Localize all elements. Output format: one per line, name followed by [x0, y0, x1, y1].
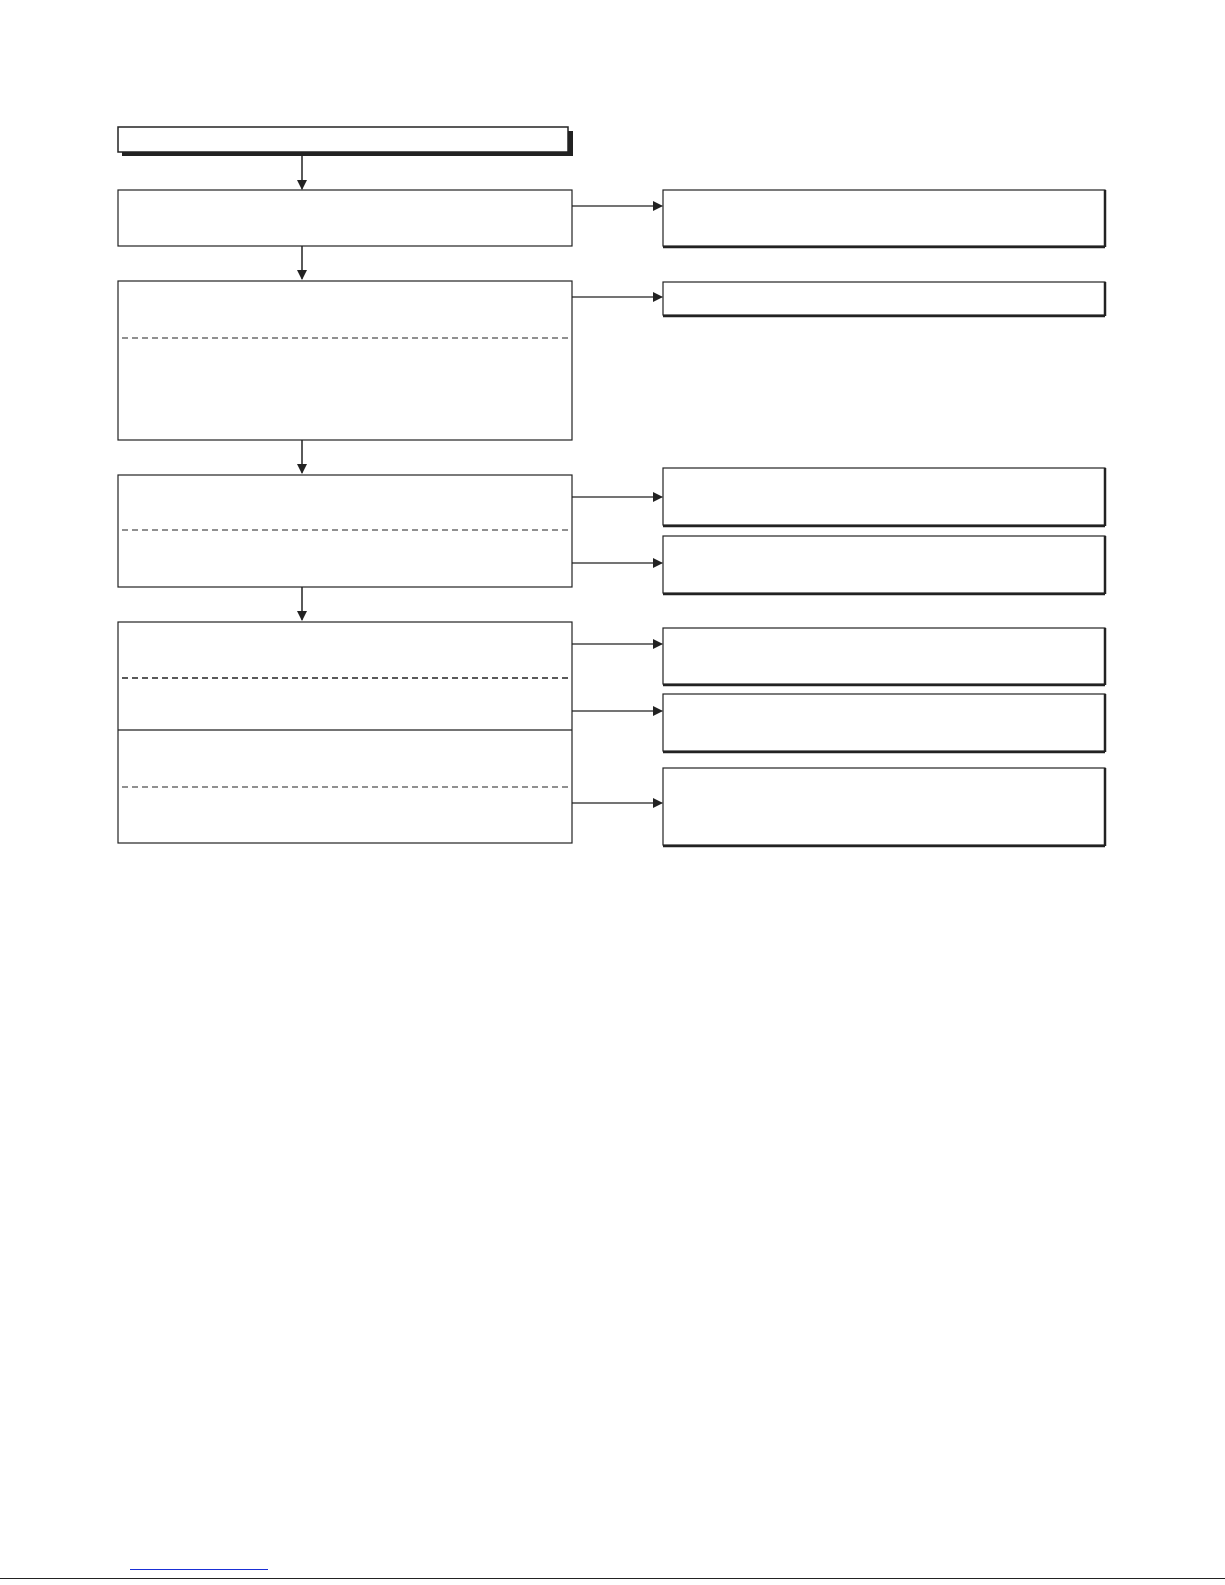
header-box [118, 127, 573, 156]
result-3b-box [663, 536, 1105, 594]
result-1-box [663, 190, 1105, 247]
step-4-box [118, 622, 572, 843]
result-3a-box [663, 468, 1105, 526]
result-4a-box [663, 628, 1105, 685]
step-1-box [118, 190, 572, 246]
result-4c-box [663, 768, 1105, 846]
step-3-box [118, 475, 572, 587]
result-4b-box [663, 694, 1105, 752]
step-2-box [118, 281, 572, 440]
result-2-box [663, 282, 1105, 316]
footer-rule [0, 1578, 1225, 1579]
footer-link[interactable] [130, 1569, 268, 1570]
